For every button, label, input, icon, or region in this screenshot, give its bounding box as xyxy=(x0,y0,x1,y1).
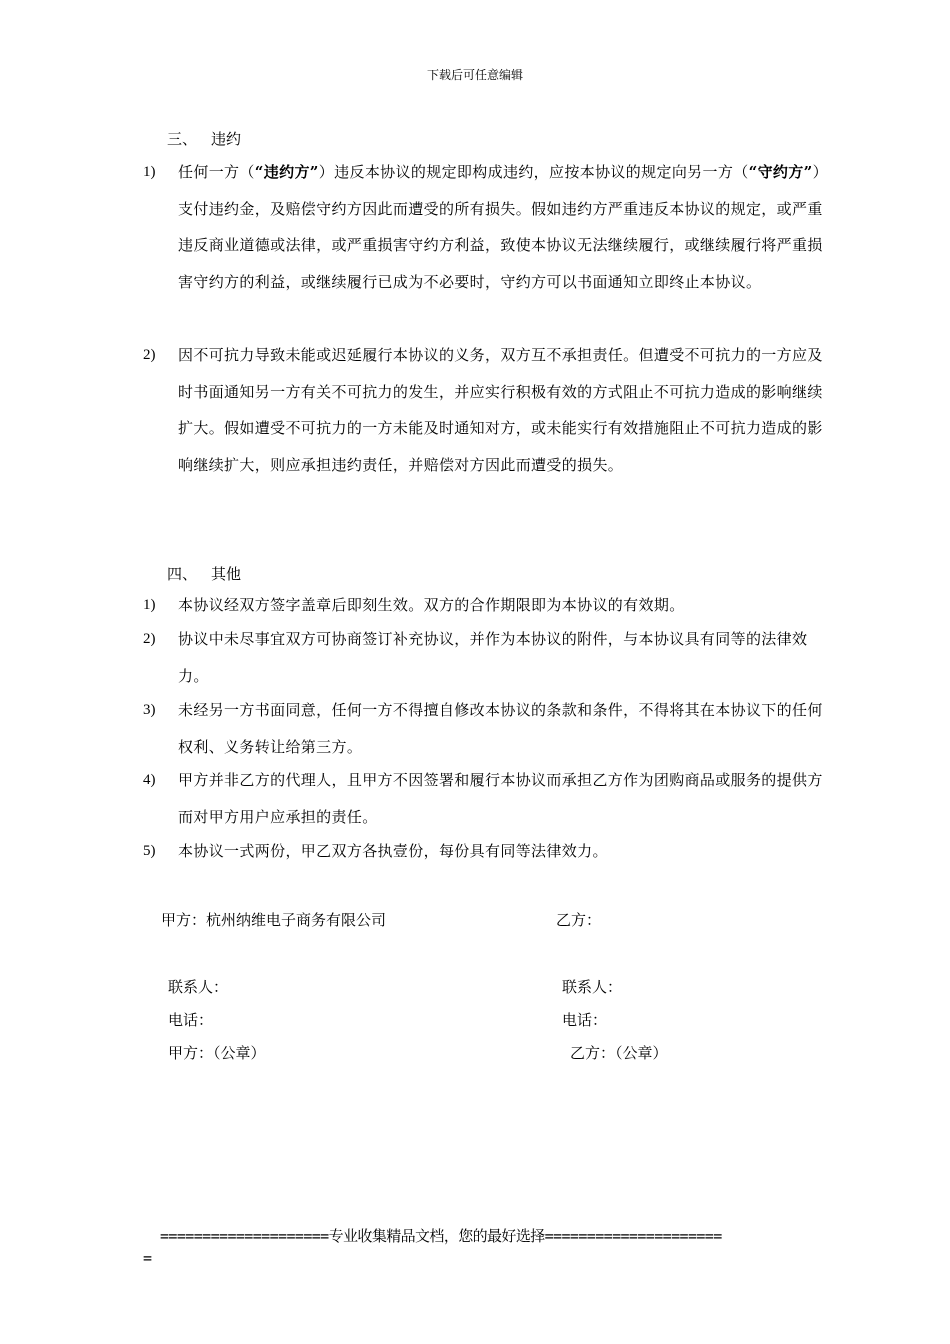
page-footer xyxy=(143,1225,823,1269)
clause-4-5 xyxy=(143,833,823,870)
page-header: 下载后可任意编辑 xyxy=(426,68,523,82)
section-title: 违约 xyxy=(211,130,242,148)
clause-4-1 xyxy=(143,587,823,624)
clause-text: 甲方并非乙方的代理人，且甲方不因签署和履行本协议而承担乙方作为团购商品或服务的提供方而对甲方用户应承担的责任。 xyxy=(178,771,823,826)
clause-4-2 xyxy=(143,621,823,694)
party-a-phone: 电话： xyxy=(168,1011,214,1029)
clause-index: 2) xyxy=(143,347,156,363)
section-heading-breach xyxy=(167,128,241,149)
section-number: 四、 xyxy=(167,565,198,583)
clause-text: 任何一方（“违约方”）违反本协议的规定即构成违约，应按本协议的规定向另一方（“守约方”）支付违约金，及赔偿守约方因此而遭受的所有损失。假如违约方严重违反本协议的规定，或严重违反商业道德或法律，或严重损害守约方利益，致使本协议无法继续履行，或继续履行将严重损害守约方的利益，或继续履行已成为不必要时，守约方可以书面通知立即终止本协议。 xyxy=(178,163,823,291)
clause-3-1 xyxy=(143,154,823,300)
party-b-contact: 联系人： xyxy=(562,978,623,996)
clause-3-2 xyxy=(143,337,823,483)
clause-index: 1) xyxy=(143,164,156,180)
party-a-seal: 甲方：（公章） xyxy=(168,1044,266,1062)
clause-index: 3) xyxy=(143,702,156,718)
clause-text: 本协议一式两份，甲乙双方各执壹份，每份具有同等法律效力。 xyxy=(178,842,608,860)
clause-text: 因不可抗力导致未能或迟延履行本协议的义务，双方互不承担责任。但遭受不可抗力的一方应及时书面通知另一方有关不可抗力的发生，并应实行积极有效的方式阻止不可抗力造成的影响继续扩大。假如遭受不可抗力的一方未能及时通知对方，或未能实行有效措施阻止不可抗力造成的影响继续扩大，则应承担违约责任，并赔偿对方因此而遭受的损失。 xyxy=(178,346,823,474)
clause-index: 1) xyxy=(143,597,156,613)
party-b-phone: 电话： xyxy=(562,1011,608,1029)
clause-text: 协议中未尽事宜双方可协商签订补充协议，并作为本协议的附件，与本协议具有同等的法律效力。 xyxy=(178,630,808,685)
clause-text: 本协议经双方签字盖章后即刻生效。双方的合作期限即为本协议的有效期。 xyxy=(178,596,685,614)
clause-4-3 xyxy=(143,692,823,765)
footer-line: ====================专业收集精品文档，您的最好选择===================== xyxy=(160,1227,722,1245)
section-title: 其他 xyxy=(211,565,242,583)
section-heading-other xyxy=(167,563,241,584)
clause-index: 4) xyxy=(143,772,156,788)
term-observing-party: “守约方” xyxy=(748,163,813,181)
clause-index: 5) xyxy=(143,843,156,859)
party-a-contact: 联系人： xyxy=(168,978,229,996)
section-number: 三、 xyxy=(167,130,198,148)
party-b-name: 乙方： xyxy=(556,911,602,929)
party-a-name: 甲方：杭州纳维电子商务有限公司 xyxy=(161,911,387,929)
clause-index: 2) xyxy=(143,631,156,647)
clause-4-4 xyxy=(143,762,823,835)
clause-text: 未经另一方书面同意，任何一方不得擅自修改本协议的条款和条件，不得将其在本协议下的任何权利、义务转让给第三方。 xyxy=(178,701,823,756)
party-b-seal: 乙方：（公章） xyxy=(570,1044,668,1062)
footer-line-continuation: = xyxy=(143,1249,153,1267)
term-defaulting-party: “违约方” xyxy=(254,163,319,181)
